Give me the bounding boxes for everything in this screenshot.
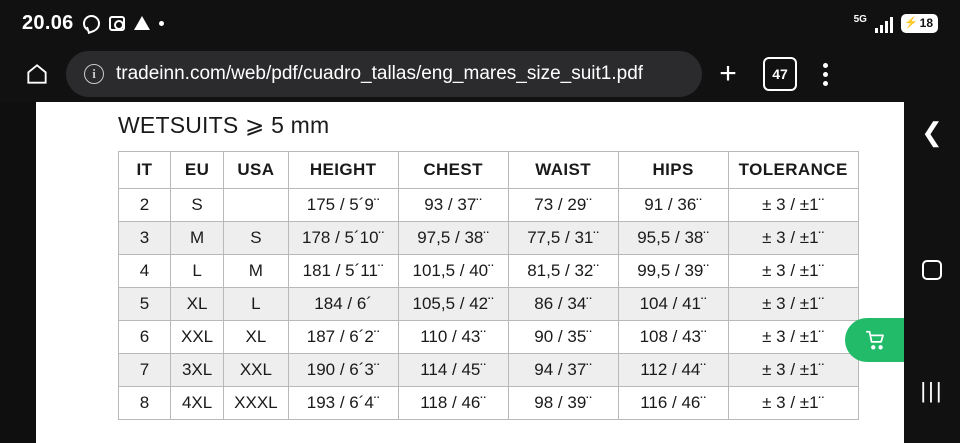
cell-waist: 90 / 35¨ [508,321,618,354]
system-navigation-bar [904,102,960,443]
cell-usa: XXXL [224,387,288,420]
url-text: tradeinn.com/web/pdf/cuadro_tallas/eng_mares_size_suit1.pdf [116,63,644,84]
cell-usa: S [224,222,288,255]
size-chart-table [118,151,859,420]
address-bar[interactable] [66,51,702,97]
cell-waist: 81,5 / 32¨ [508,255,618,288]
col-header-height: HEIGHT [288,152,398,189]
cell-height: 184 / 6´ [288,288,398,321]
cell-height: 178 / 5´10¨ [288,222,398,255]
cell-it: 7 [119,354,171,387]
cell-tolerance: ± 3 / ±1¨ [728,354,858,387]
status-bar-left [22,12,164,35]
cell-waist: 77,5 / 31¨ [508,222,618,255]
cell-eu: L [171,255,224,288]
cell-usa: XL [224,321,288,354]
cell-it: 4 [119,255,171,288]
cell-height: 187 / 6´2¨ [288,321,398,354]
status-clock: 20.06 [22,11,74,34]
triangle-icon [134,16,150,30]
cell-height: 190 / 6´3¨ [288,354,398,387]
cell-hips: 99,5 / 39¨ [618,255,728,288]
cell-chest: 105,5 / 42¨ [398,288,508,321]
cell-chest: 101,5 / 40¨ [398,255,508,288]
cell-it: 5 [119,288,171,321]
cell-height: 193 / 6´4¨ [288,387,398,420]
chevron-back-icon[interactable]: ❮ [921,117,943,147]
browser-toolbar [0,46,960,102]
cell-it: 8 [119,387,171,420]
cell-tolerance: ± 3 / ±1¨ [728,255,858,288]
cell-hips: 95,5 / 38¨ [618,222,728,255]
charging-bolt-icon: ⚡ [903,16,918,29]
table-row [119,354,859,387]
cell-eu: 3XL [171,354,224,387]
home-icon[interactable] [14,51,60,97]
home-square-icon[interactable] [922,260,942,280]
cell-hips: 108 / 43¨ [618,321,728,354]
cell-height: 175 / 5´9¨ [288,189,398,222]
cell-hips: 116 / 46¨ [618,387,728,420]
col-header-waist: WAIST [508,152,618,189]
cell-eu: XL [171,288,224,321]
cell-tolerance: ± 3 / ±1¨ [728,222,858,255]
battery-level-label: 18 [919,16,933,30]
table-row [119,189,859,222]
cell-hips: 112 / 44¨ [618,354,728,387]
table-row [119,255,859,288]
cell-eu: XXL [171,321,224,354]
cell-chest: 118 / 46¨ [398,387,508,420]
cell-it: 3 [119,222,171,255]
cell-tolerance: ± 3 / ±1¨ [728,189,858,222]
table-row [119,222,859,255]
cell-chest: 110 / 43¨ [398,321,508,354]
cell-usa: M [224,255,288,288]
network-type-label: 5G [854,15,867,33]
table-row [119,387,859,420]
whatsapp-icon [83,15,100,32]
status-bar-right [854,14,938,33]
status-bar [0,0,960,46]
cell-hips: 91 / 36¨ [618,189,728,222]
cell-it: 6 [119,321,171,354]
cell-chest: 93 / 37¨ [398,189,508,222]
cell-waist: 86 / 34¨ [508,288,618,321]
cell-usa [224,189,288,222]
cell-tolerance: ± 3 / ±1¨ [728,288,858,321]
cell-usa: L [224,288,288,321]
recents-icon[interactable]: ||| [920,378,944,403]
cell-usa: XXL [224,354,288,387]
overflow-menu-icon[interactable] [806,51,844,97]
cell-waist: 94 / 37¨ [508,354,618,387]
cell-waist: 73 / 29¨ [508,189,618,222]
pdf-page-1 [36,102,904,443]
cell-tolerance: ± 3 / ±1¨ [728,387,858,420]
cell-hips: 104 / 41¨ [618,288,728,321]
col-header-eu: EU [171,152,224,189]
tab-counter-button[interactable]: 47 [763,57,797,91]
cell-waist: 98 / 39¨ [508,387,618,420]
col-header-tolerance: TOLERANCE [728,152,858,189]
table-header-row [119,152,859,189]
cell-tolerance: ± 3 / ±1¨ [728,321,858,354]
cell-eu: S [171,189,224,222]
table-row [119,321,859,354]
signal-strength-icon [875,15,893,33]
site-info-icon[interactable]: i [84,64,104,84]
page-title: WETSUITS ⩾ 5 mm [118,112,330,138]
dot-icon [159,21,164,26]
cell-it: 2 [119,189,171,222]
shopping-cart-icon[interactable] [845,318,907,362]
col-header-it: IT [119,152,171,189]
screenshot-icon [109,16,125,31]
battery-indicator [901,14,938,33]
cell-height: 181 / 5´11¨ [288,255,398,288]
new-tab-button[interactable]: + [719,57,737,90]
col-header-usa: USA [224,152,288,189]
cell-eu: 4XL [171,387,224,420]
pdf-viewer[interactable] [0,102,960,443]
table-row [119,288,859,321]
cell-eu: M [171,222,224,255]
col-header-hips: HIPS [618,152,728,189]
cell-chest: 114 / 45¨ [398,354,508,387]
cell-chest: 97,5 / 38¨ [398,222,508,255]
col-header-chest: CHEST [398,152,508,189]
